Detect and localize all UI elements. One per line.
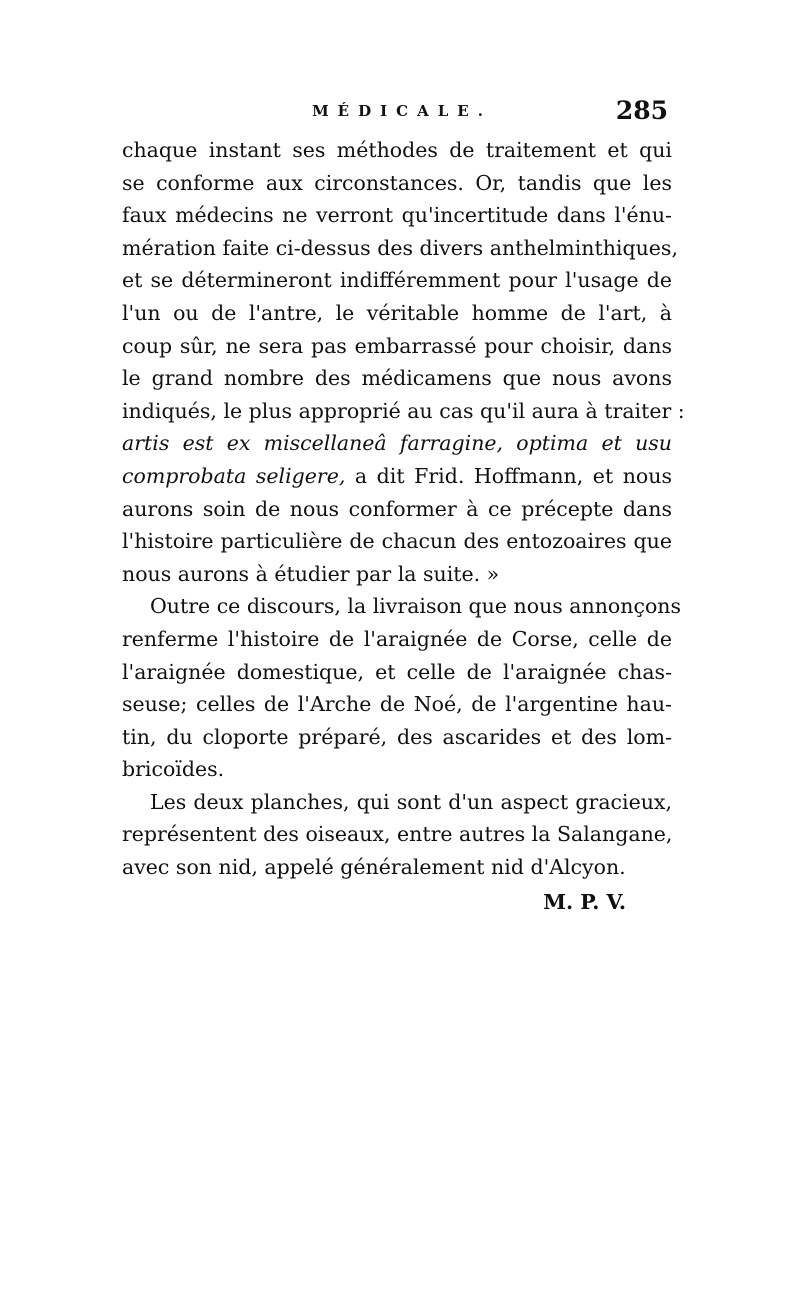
latin-quote-end: comprobata seligere, bbox=[122, 463, 346, 488]
text-line: l'araignée domestique, et celle de l'araignée chas- bbox=[122, 659, 672, 684]
text-line: renferme l'histoire de l'araignée de Corse, celle de bbox=[122, 626, 672, 651]
running-head bbox=[122, 96, 682, 136]
text-line: bricoïdes. bbox=[122, 757, 225, 782]
text-line: Les deux planches, qui sont d'un aspect gracieux, bbox=[150, 789, 672, 814]
page-number: 285 bbox=[615, 96, 668, 125]
text-line: nous aurons à étudier par la suite. » bbox=[122, 561, 500, 586]
running-head-title: MÉDICALE. bbox=[312, 102, 492, 120]
text-line: se conforme aux circonstances. Or, tandis que les bbox=[122, 170, 672, 195]
signature: M. P. V. bbox=[543, 889, 626, 914]
text-line: chaque instant ses méthodes de traitement et qui bbox=[122, 138, 672, 162]
text-line: mération faite ci-dessus des divers anthelminthiques, bbox=[122, 235, 678, 260]
text-line-mixed bbox=[122, 460, 672, 493]
text-line: indiqués, le plus approprié au cas qu'il aura à traiter : bbox=[122, 398, 685, 423]
text-line: coup sûr, ne sera pas embarrassé pour choisir, dans bbox=[122, 333, 672, 358]
text-line: le grand nombre des médicamens que nous avons bbox=[122, 366, 672, 391]
body-text bbox=[122, 134, 685, 918]
text-line: l'un ou de l'antre, le véritable homme de l'art, à bbox=[122, 300, 672, 325]
attribution-text: a dit Frid. Hoffmann, et nous bbox=[345, 463, 672, 488]
text-line: tin, du cloporte préparé, des ascarides et des lom- bbox=[122, 724, 672, 749]
text-line: aurons soin de nous conformer à ce précepte dans bbox=[122, 496, 672, 521]
latin-quote-line: artis est ex miscellaneâ farragine, optima et usu bbox=[122, 431, 672, 456]
text-line: faux médecins ne verront qu'incertitude dans l'énu- bbox=[122, 203, 672, 228]
text-line: l'histoire particulière de chacun des entozoaires que bbox=[122, 529, 672, 554]
text-line: seuse; celles de l'Arche de Noé, de l'argentine hau- bbox=[122, 692, 672, 717]
text-line: Outre ce discours, la livraison que nous annonçons bbox=[150, 594, 682, 619]
text-line: représentent des oiseaux, entre autres la Salangane, bbox=[122, 822, 673, 847]
text-line: avec son nid, appelé généralement nid d'Alcyon. bbox=[122, 855, 626, 880]
text-line: et se détermineront indifféremment pour l'usage de bbox=[122, 268, 672, 293]
